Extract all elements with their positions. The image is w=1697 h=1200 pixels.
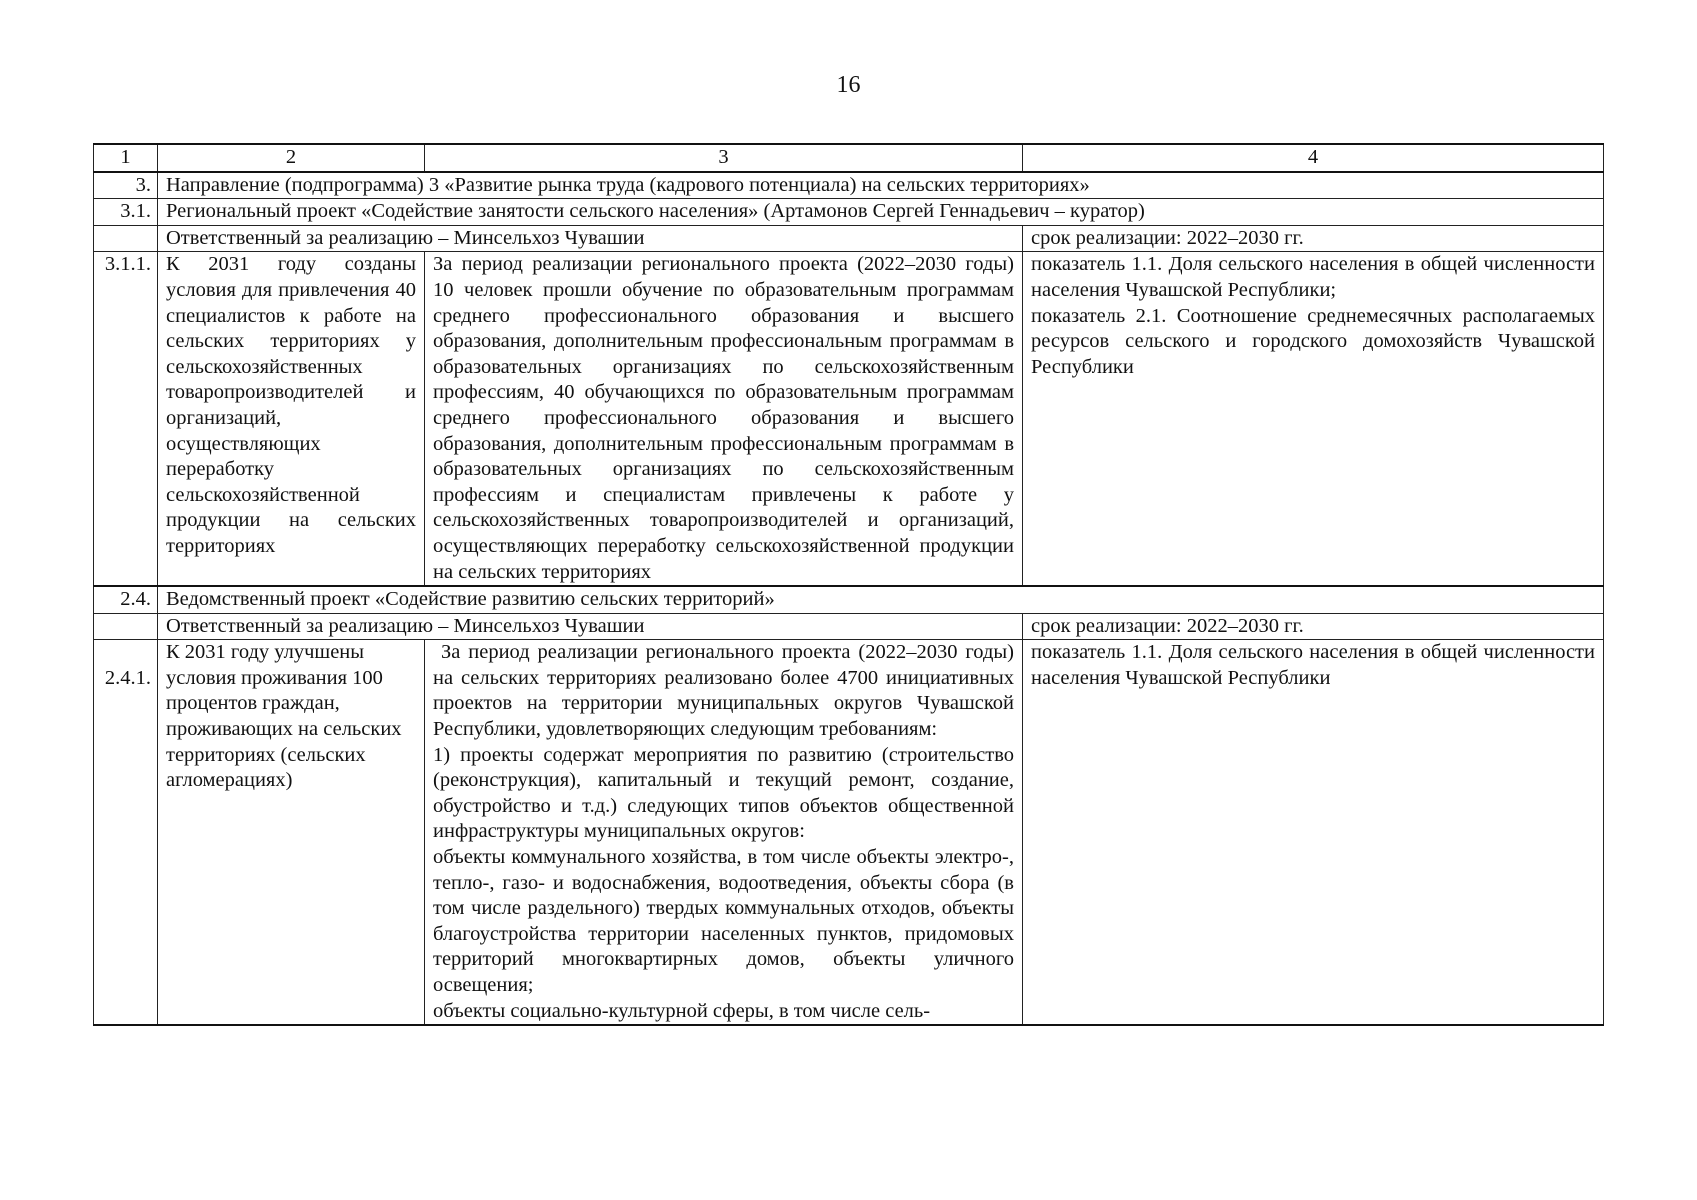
responsible-row [94,225,1604,252]
description-intro: За период реализации регионального проекта (2022–2030 годы) на сельских территориях реализовано более 4700 инициативных проектов на территории муниципальных округов Чувашской Республики, удовлетворяющих следующим требованиям: [433,641,1014,741]
result-indicators [1023,252,1604,586]
header-col-3: 3 [425,144,1023,172]
term-text: срок реализации: 2022–2030 гг. [1023,225,1604,252]
header-col-1: 1 [94,144,158,172]
project-row [94,586,1604,613]
section-row [94,172,1604,199]
responsible-row [94,613,1604,640]
table-header-row [94,144,1604,172]
indicator-2: показатель 2.1. Соотношение среднемесячных располагаемых ресурсов сельского и городского домохозяйств Чувашской Республики [1031,304,1595,378]
section-title: Направление (подпрограмма) 3 «Развитие рынка труда (кадрового потенциала) на сельских территориях» [158,172,1604,199]
header-col-2: 2 [158,144,425,172]
section-number: 3. [94,172,158,199]
result-description [425,640,1023,1025]
result-row [94,640,1604,1025]
project-number: 2.4. [94,586,158,613]
indicator-1: показатель 1.1. Доля сельского населения в общей численности населения Чувашской Республики [1031,641,1595,689]
description-social: объекты социально-культурной сферы, в том числе сель- [433,999,931,1022]
result-number: 3.1.1. [94,252,158,586]
responsible-text: Ответственный за реализацию – Минсельхоз Чувашии [158,613,1023,640]
indicator-1: показатель 1.1. Доля сельского населения в общей численности населения Чувашской Республики; [1031,253,1595,301]
responsible-text: Ответственный за реализацию – Минсельхоз Чувашии [158,225,1023,252]
description-communal: объекты коммунального хозяйства, в том числе объекты электро-, тепло-, газо- и водоснабжения, водоотведения, объекты сбора (в том числе раздельного) твердых коммунальных отходов, объекты благоустройства территории населенных пунктов, придомовых территорий многоквартирных домов, объекты уличного освещения; [433,846,1014,996]
result-number: 2.4.1. [94,640,158,1025]
project-title: Региональный проект «Содействие занятости сельского населения» (Артамонов Сергей Геннадьевич – куратор) [158,199,1604,226]
empty-cell [94,225,158,252]
result-row [94,252,1604,586]
header-col-4: 4 [1023,144,1604,172]
result-goal: К 2031 году созданы условия для привлечения 40 специалистов к работе на сельских территориях у сельскохозяйственных товаропроизводителей и организаций, осуществляющих переработку сельскохозяйственной продукции на сельских территориях [158,252,425,586]
project-row [94,199,1604,226]
project-title: Ведомственный проект «Содействие развитию сельских территорий» [158,586,1604,613]
result-goal: К 2031 году улучшены условия проживания 100 процентов граждан, проживающих на сельских территориях (сельских агломерациях) [158,640,425,1025]
project-number: 3.1. [94,199,158,226]
empty-cell [94,613,158,640]
description-item-1: 1) проекты содержат мероприятия по развитию (строительство (реконструкция), капитальный и текущий ремонт, создание, обустройство и т.д.) следующих типов объектов общественной инфраструктуры муниципальных округов: [433,743,1014,843]
program-table [93,143,1604,1026]
result-indicators [1023,640,1604,1025]
page-number: 16 [836,72,861,98]
term-text: срок реализации: 2022–2030 гг. [1023,613,1604,640]
result-description: За период реализации регионального проекта (2022–2030 годы) 10 человек прошли обучение по образовательным программам среднего профессионального образования и высшего образования, дополнительным профессиональным программам в образовательных организациях по сельскохозяйственным профессиям, 40 обучающихся по образовательным программам среднего профессионального образования и высшего образования, дополнительным профессиональным программам в образовательных организациях по сельскохозяйственным профессиям и специалистам привлечены к работе у сельскохозяйственных товаропроизводителей и организаций, осуществляющих переработку сельскохозяйственной продукции на сельских территориях [425,252,1023,586]
